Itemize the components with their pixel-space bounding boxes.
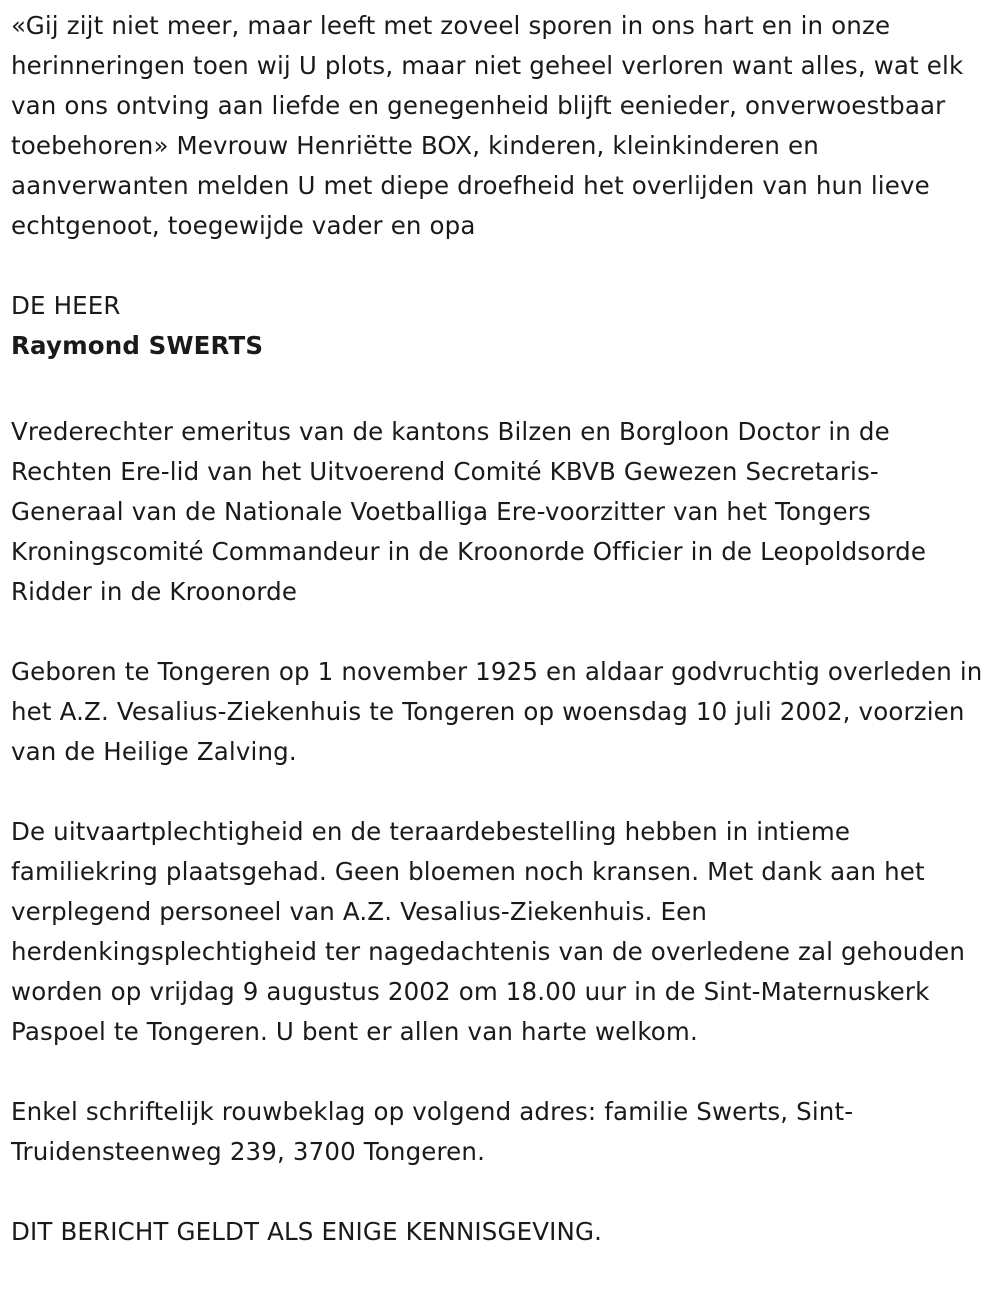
spacer (11, 612, 990, 652)
spacer (11, 246, 990, 286)
closing-statement: DIT BERICHT GELDT ALS ENIGE KENNISGEVING. (11, 1217, 603, 1246)
ceremony-paragraph: De uitvaartplechtigheid en de teraardebestelling hebben in intieme familiekring plaatsgehad. Geen bloemen noch kransen. Met dank aan het verplegend personeel van A.Z. Vesalius-Ziekenhuis. Een herdenkingsplechtigheid ter nagedachtenis van de overledene zal gehouden worden op vrijdag 9 augustus 2002 om 18.00 uur in de Sint-Maternuskerk Paspoel te Tongeren. U bent er allen van harte welkom. (11, 817, 966, 1046)
intro-paragraph: «Gij zijt niet meer, maar leeft met zoveel sporen in ons hart en in onze herinneringen toen wij U plots, maar niet geheel verloren want alles, wat elk van ons ontving aan liefde en genegenheid blijft eenieder, onverwoestbaar toebehoren» Mevrouw Henriëtte BOX, kinderen, kleinkinderen en aanverwanten melden U met diepe droefheid het overlijden van hun lieve echtgenoot, toegewijde vader en opa (11, 11, 964, 240)
spacer (11, 1172, 990, 1212)
spacer (11, 366, 990, 412)
titles-paragraph: Vrederechter emeritus van de kantons Bilzen en Borgloon Doctor in de Rechten Ere-lid van het Uitvoerend Comité KBVB Gewezen Secretaris-Generaal van de Nationale Voetballiga Ere-voorzitter van het Tongers Kroningscomité Commandeur in de Kroonorde Officier in de Leopoldsorde Ridder in de Kroonorde (11, 417, 927, 606)
spacer (11, 1052, 990, 1092)
deceased-name: Raymond SWERTS (11, 331, 264, 360)
condolences-paragraph: Enkel schriftelijk rouwbeklag op volgend adres: familie Swerts, Sint-Truidensteenweg 239, 3700 Tongeren. (11, 1097, 854, 1166)
honorific: DE HEER (11, 291, 121, 320)
birth-death-paragraph: Geboren te Tongeren op 1 november 1925 en aldaar godvruchtig overleden in het A.Z. Vesalius-Ziekenhuis te Tongeren op woensdag 10 juli 2002, voorzien van de Heilige Zalving. (11, 657, 983, 766)
spacer (11, 772, 990, 812)
